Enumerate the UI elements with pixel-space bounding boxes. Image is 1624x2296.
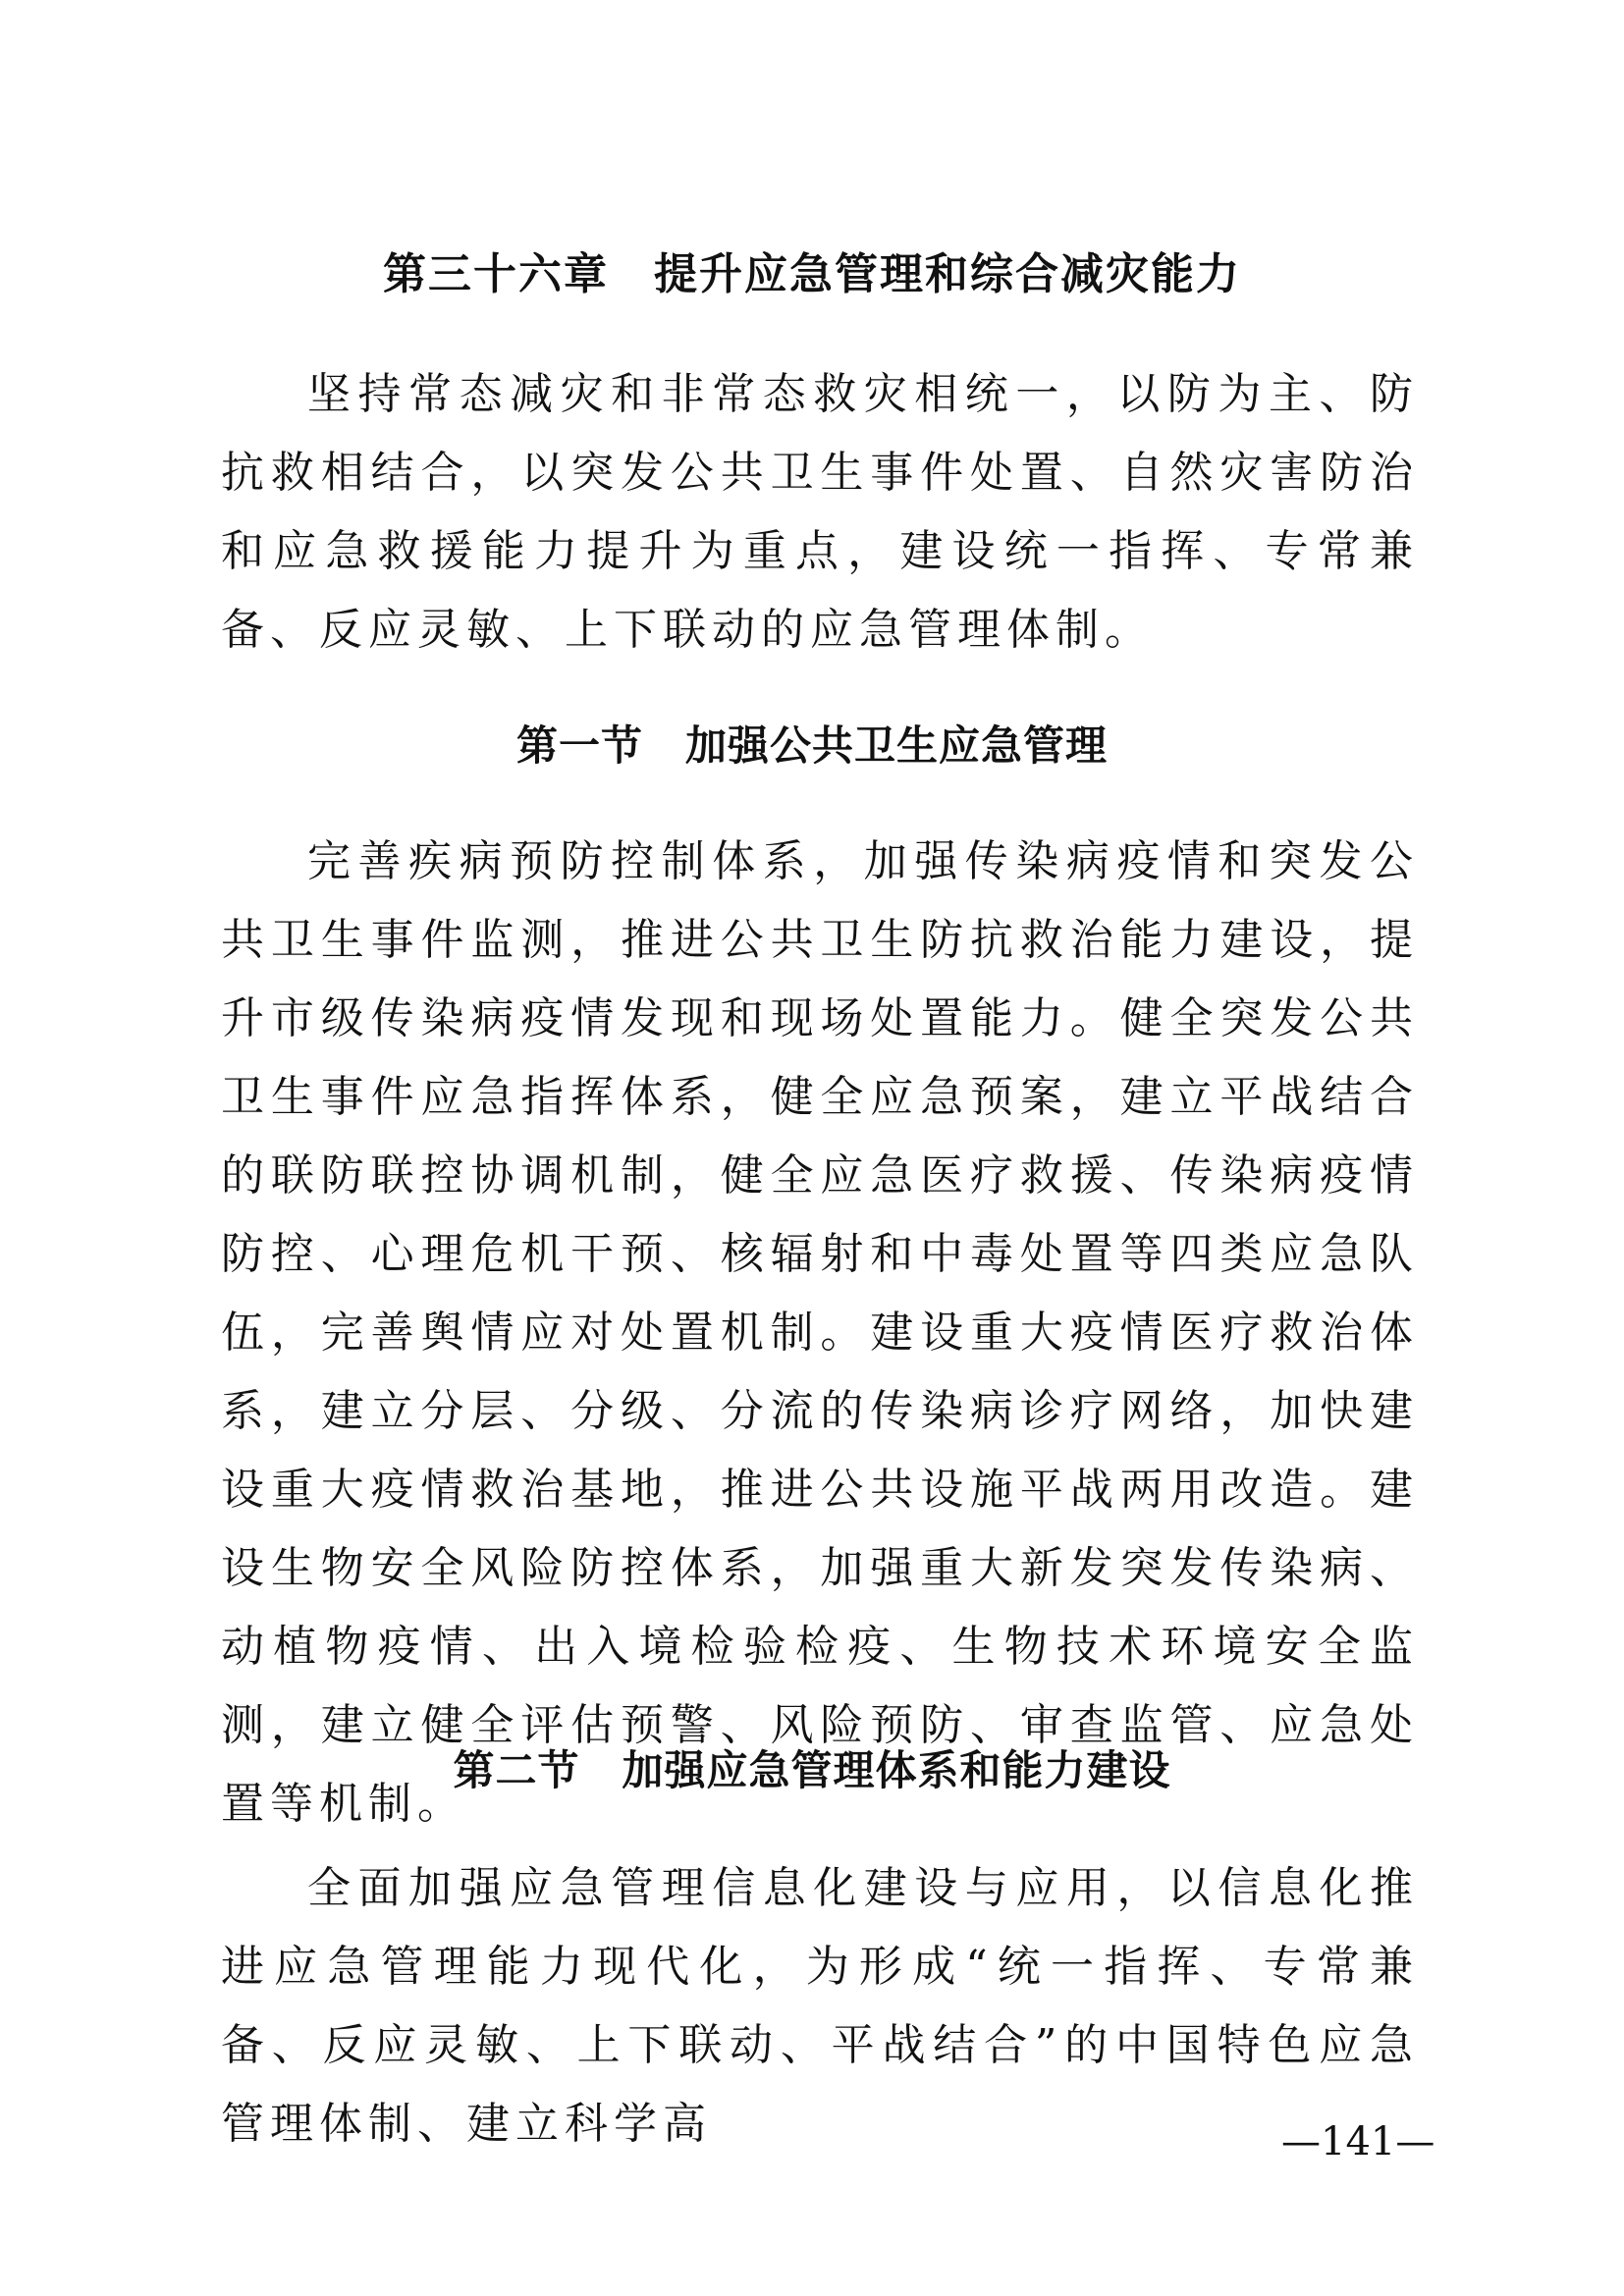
section-2-paragraph: 全面加强应急管理信息化建设与应用，以信息化推进应急管理能力现代化，为形成“统一指挥、专常兼备、反应灵敏、上下联动、平战结合”的中国特色应急管理体制、建立科学高 (221, 1863, 1419, 2149)
section-2-title: 第二节 加强应急管理体系和能力建设 (453, 1746, 1171, 1794)
page-number: —141— (1281, 2119, 1435, 2164)
section-1-paragraph: 完善疾病预防控制体系，加强传染病疫情和突发公共卫生事件监测，推进公共卫生防抗救治能力建设，提升市级传染病疫情发现和现场处置能力。健全突发公共卫生事件应急指挥体系，健全应急预案，建立平战结合的联防联控协调机制，健全应急医疗救援、传染病疫情防控、心理危机干预、核辐射和中毒处置等四类应急队伍，完善舆情应对处置机制。建设重大疫情医疗救治体系，建立分层、分级、分流的传染病诊疗网络，加快建设重大疫情救治基地，推进公共设施平战两用改造。建设生物安全风险防控体系，加强重大新发突发传染病、动植物疫情、出入境检验检疫、生物技术环境安全监测，建立健全评估预警、风险预防、审查监管、应急处置等机制。 (221, 836, 1419, 1829)
section-1-title: 第一节 加强公共卫生应急管理 (515, 721, 1108, 770)
chapter-intro-paragraph: 坚持常态减灾和非常态救灾相统一，以防为主、防抗救相结合，以突发公共卫生事件处置、自然灾害防治和应急救援能力提升为重点，建设统一指挥、专常兼备、反应灵敏、上下联动的应急管理体制。 (221, 369, 1419, 655)
chapter-title: 第三十六章 提升应急管理和综合减灾能力 (383, 249, 1241, 299)
